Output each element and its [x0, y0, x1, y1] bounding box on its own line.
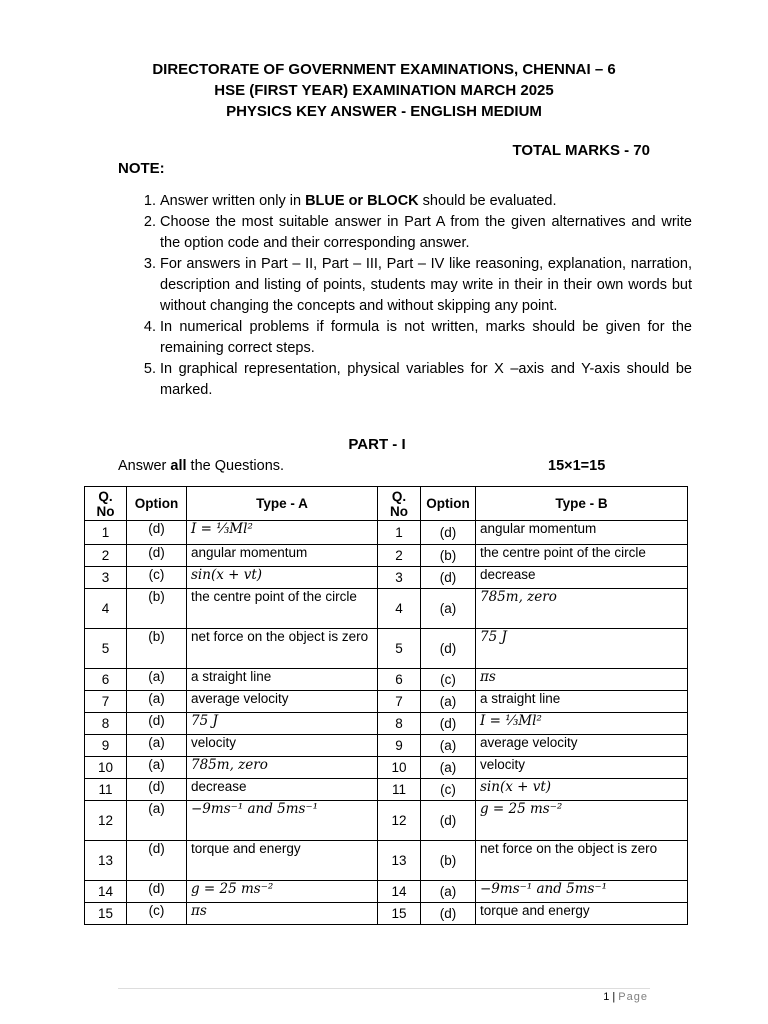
instruction-pre: Answer: [118, 458, 171, 474]
table-row: [85, 841, 688, 881]
question-number-a: 13: [85, 841, 127, 881]
table-row: [85, 691, 688, 713]
question-number-b: 5: [378, 629, 421, 669]
option-code-b: (a): [421, 881, 476, 903]
answer-type-b: torque and energy: [476, 903, 688, 925]
answer-type-a: 785m, zero: [187, 757, 378, 779]
notes-list: [118, 191, 692, 401]
question-number-a: 12: [85, 801, 127, 841]
table-row: [85, 735, 688, 757]
question-number-a: 9: [85, 735, 127, 757]
option-code-b: (b): [421, 841, 476, 881]
question-number-b: 15: [378, 903, 421, 925]
note-item: [160, 254, 692, 317]
table-row: [85, 801, 688, 841]
note-item: [160, 212, 692, 254]
option-code-b: (a): [421, 691, 476, 713]
option-code-a: (b): [127, 629, 187, 669]
table-row: [85, 881, 688, 903]
answer-key-table: [84, 486, 688, 925]
question-number-a: 11: [85, 779, 127, 801]
option-code-a: (a): [127, 735, 187, 757]
question-number-a: 3: [85, 567, 127, 589]
part-title: PART - I: [348, 436, 406, 453]
option-code-a: (d): [127, 713, 187, 735]
question-number-b: 13: [378, 841, 421, 881]
question-number-b: 14: [378, 881, 421, 903]
header-option-b: Option: [421, 487, 476, 521]
question-number-b: 9: [378, 735, 421, 757]
instruction-post: the Questions.: [186, 458, 285, 474]
answer-type-b: g = 25 ms⁻²: [476, 801, 688, 841]
option-code-a: (d): [127, 841, 187, 881]
answer-type-a: g = 25 ms⁻²: [187, 881, 378, 903]
header-type-a: Type - A: [187, 487, 378, 521]
header-line-1: DIRECTORATE OF GOVERNMENT EXAMINATIONS, CHENNAI – 6: [152, 61, 616, 78]
answer-type-a: the centre point of the circle: [187, 589, 378, 629]
answer-type-a: sin(x + vt): [187, 567, 378, 589]
answer-type-a: decrease: [187, 779, 378, 801]
note-item: [160, 359, 692, 401]
answer-type-a: net force on the object is zero: [187, 629, 378, 669]
question-number-a: 14: [85, 881, 127, 903]
question-number-b: 3: [378, 567, 421, 589]
question-number-b: 2: [378, 545, 421, 567]
note-text: In graphical representation, physical variables for X –axis and Y-axis should be marked.: [160, 361, 692, 398]
part-marks: 15×1=15: [548, 458, 606, 474]
question-number-b: 11: [378, 779, 421, 801]
header-type-b: Type - B: [476, 487, 688, 521]
answer-type-b: a straight line: [476, 691, 688, 713]
answer-type-a: average velocity: [187, 691, 378, 713]
table-row: [85, 521, 688, 545]
option-code-b: (a): [421, 757, 476, 779]
question-number-b: 4: [378, 589, 421, 629]
question-number-b: 1: [378, 521, 421, 545]
note-item: [160, 191, 692, 212]
note-title: NOTE:: [118, 160, 165, 177]
table-row: [85, 669, 688, 691]
option-code-b: (d): [421, 629, 476, 669]
option-code-b: (d): [421, 801, 476, 841]
option-code-b: (d): [421, 713, 476, 735]
table-row: [85, 629, 688, 669]
option-code-b: (d): [421, 521, 476, 545]
option-code-a: (b): [127, 589, 187, 629]
note-item: [160, 317, 692, 359]
header-option-a: Option: [127, 487, 187, 521]
page-word: Page: [618, 991, 648, 1003]
answer-type-b: −9ms⁻¹ and 5ms⁻¹: [476, 881, 688, 903]
table-body: [85, 521, 688, 925]
table-row: [85, 567, 688, 589]
question-number-a: 15: [85, 903, 127, 925]
option-code-b: (a): [421, 589, 476, 629]
question-number-b: 12: [378, 801, 421, 841]
question-number-b: 7: [378, 691, 421, 713]
page-separator: |: [609, 991, 619, 1003]
page-footer: [603, 991, 648, 1003]
note-text: In numerical problems if formula is not written, marks should be given for the remaining correct steps.: [160, 319, 692, 356]
table-header-row: [85, 487, 688, 521]
question-number-a: 10: [85, 757, 127, 779]
answer-type-a: 75 J: [187, 713, 378, 735]
note-emphasis: BLUE or BLOCK: [305, 193, 419, 209]
option-code-a: (c): [127, 903, 187, 925]
option-code-a: (d): [127, 545, 187, 567]
question-number-b: 8: [378, 713, 421, 735]
answer-type-a: I = ⅓Ml²: [187, 521, 378, 545]
option-code-a: (a): [127, 757, 187, 779]
option-code-b: (c): [421, 779, 476, 801]
part-instruction: [118, 458, 284, 474]
answer-type-b: decrease: [476, 567, 688, 589]
answer-type-a: −9ms⁻¹ and 5ms⁻¹: [187, 801, 378, 841]
answer-type-b: I = ⅓Ml²: [476, 713, 688, 735]
answer-type-a: torque and energy: [187, 841, 378, 881]
total-marks: TOTAL MARKS - 70: [512, 142, 650, 159]
answer-type-a: a straight line: [187, 669, 378, 691]
question-number-a: 2: [85, 545, 127, 567]
answer-type-b: 785m, zero: [476, 589, 688, 629]
footer-rule: [118, 988, 650, 989]
answer-type-b: velocity: [476, 757, 688, 779]
table-row: [85, 545, 688, 567]
option-code-b: (b): [421, 545, 476, 567]
answer-type-b: the centre point of the circle: [476, 545, 688, 567]
option-code-a: (d): [127, 521, 187, 545]
option-code-a: (c): [127, 567, 187, 589]
instruction-bold: all: [170, 458, 187, 474]
table-row: [85, 757, 688, 779]
answer-type-b: πs: [476, 669, 688, 691]
header-qno-b: Q. No: [378, 487, 421, 521]
table-row: [85, 713, 688, 735]
note-text: For answers in Part – II, Part – III, Part – IV like reasoning, explanation, narration, description and listing of points, students may write in their in their own words but without changing the concepts and without skipping any point.: [160, 256, 692, 314]
question-number-a: 7: [85, 691, 127, 713]
option-code-a: (d): [127, 881, 187, 903]
answer-type-a: πs: [187, 903, 378, 925]
option-code-a: (a): [127, 669, 187, 691]
header-qno-a: Q. No: [85, 487, 127, 521]
table-row: [85, 903, 688, 925]
answer-type-b: angular momentum: [476, 521, 688, 545]
answer-type-b: net force on the object is zero: [476, 841, 688, 881]
option-code-a: (a): [127, 691, 187, 713]
question-number-b: 6: [378, 669, 421, 691]
question-number-b: 10: [378, 757, 421, 779]
answer-type-b: 75 J: [476, 629, 688, 669]
table-row: [85, 589, 688, 629]
note-text: Choose the most suitable answer in Part A from the given alternatives and write the option code and their corresponding answer.: [160, 214, 692, 251]
note-text: Answer written only in BLUE or BLOCK should be evaluated.: [160, 193, 557, 209]
table-row: [85, 779, 688, 801]
option-code-b: (d): [421, 567, 476, 589]
page-number: 1: [603, 991, 610, 1003]
option-code-b: (d): [421, 903, 476, 925]
question-number-a: 1: [85, 521, 127, 545]
answer-type-b: average velocity: [476, 735, 688, 757]
question-number-a: 6: [85, 669, 127, 691]
option-code-a: (a): [127, 801, 187, 841]
answer-type-a: velocity: [187, 735, 378, 757]
answer-type-a: angular momentum: [187, 545, 378, 567]
option-code-b: (c): [421, 669, 476, 691]
option-code-b: (a): [421, 735, 476, 757]
question-number-a: 4: [85, 589, 127, 629]
header-line-2: HSE (FIRST YEAR) EXAMINATION MARCH 2025: [214, 82, 554, 99]
question-number-a: 8: [85, 713, 127, 735]
question-number-a: 5: [85, 629, 127, 669]
answer-type-b: sin(x + vt): [476, 779, 688, 801]
header-line-3: PHYSICS KEY ANSWER - ENGLISH MEDIUM: [226, 103, 542, 120]
option-code-a: (d): [127, 779, 187, 801]
